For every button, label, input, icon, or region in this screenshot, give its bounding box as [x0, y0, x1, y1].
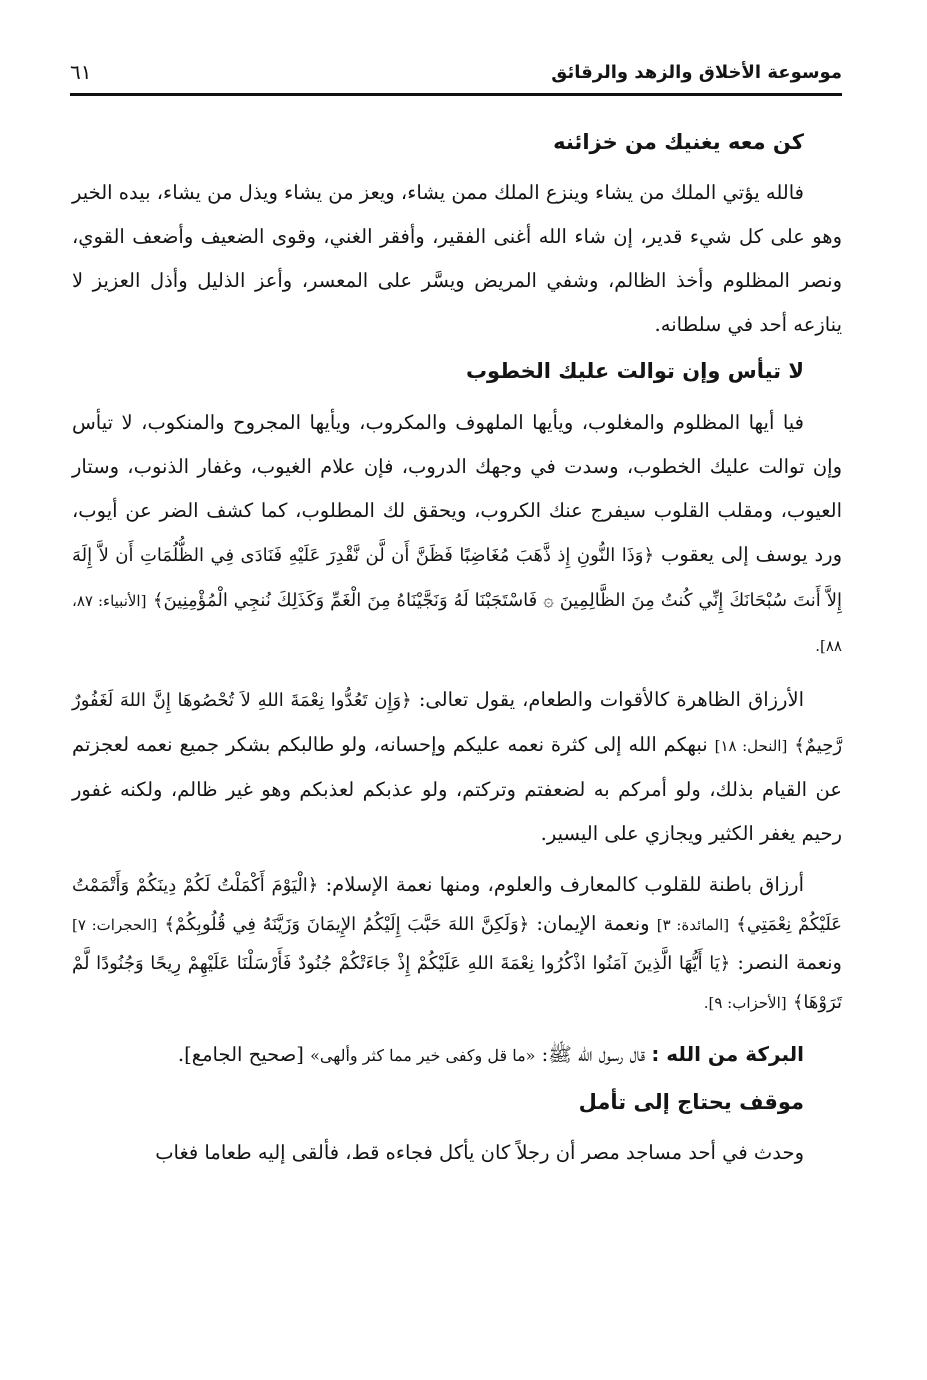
- page-number: ٦١: [70, 60, 92, 84]
- paragraph-mosque-story: وحدث في أحد مساجد مصر أن رجلاً كان يأكل فجاءه قط، فألقى إليه طعاما فغاب: [155, 1141, 804, 1165]
- book-title: موسوعة الأخلاق والزهد والرقائق: [551, 62, 842, 83]
- quran-verse-ahzab: ﴿يَا أَيُّهَا الَّذِينَ آمَنُوا اذْكُرُوا نِعْمَةَ اللهِ عَلَيْكُمْ إِذْ جَاءَتْكُمْ جُنُودٌ فَأَرْسَلْنَا عَلَيْهِمْ رِيحًا وَجُنُودًا لَّمْ تَرَوْهَا﴾: [72, 952, 842, 1013]
- section-heading-reflection: موقف يحتاج إلى تأمل: [578, 1089, 804, 1114]
- blessing-attribution: قال رسول الله ﷺ:: [541, 1042, 646, 1066]
- paragraph-blessing: [72, 1032, 842, 1078]
- hidden-provisions-intro: أرزاق باطنة للقلوب كالمعارف والعلوم، ومنها نعمة الإسلام:: [325, 872, 804, 896]
- verse-ref-maidah: [المائدة: ٣]: [656, 915, 730, 934]
- verse-ref-anbiya: [الأنبياء: ٨٧، ٨٨].: [72, 591, 842, 655]
- section-heading-despair: لا تيأس وإن توالت عليك الخطوب: [465, 359, 804, 384]
- quran-verse-maidah: ﴿الْيَوْمَ أَكْمَلْتُ لَكُمْ دِينَكُمْ وَأَتْمَمْتُ عَلَيْكُمْ نِعْمَتِي﴾: [72, 874, 843, 935]
- paragraph-hidden-provisions: [72, 866, 842, 1022]
- blessing-lead: البركة من الله :: [651, 1041, 804, 1066]
- page-header: [70, 58, 842, 98]
- quran-verse-nahl: ﴿وَإِن تَعُدُّوا نِعْمَةَ اللهِ لاَ تُحْصُوهَا إِنَّ اللهَ لَغَفُورٌ رَّحِيمٌ﴾: [72, 689, 843, 756]
- verse-ref-nahl: [النحل: ١٨]: [714, 736, 788, 755]
- verse-ref-ahzab: [الأحزاب: ٩].: [703, 993, 787, 1012]
- quran-verse-anbiya: ﴿وَذَا النُّونِ إِذ ذَّهَبَ مُغَاضِبًا فَظَنَّ أَن لَّن نَّقْدِرَ عَلَيْهِ فَنَادَى فِي الظُّلُمَاتِ أَن لاَّ إِلَهَ إِلاَّ أَنتَ سُبْحَانَكَ إِنِّي كُنتُ مِنَ الظَّالِمِينَ ۞ فَاسْتَجَبْنَا لَهُ وَنَجَّيْنَاهُ مِنَ الْغَمِّ وَكَذَلِكَ نُنجِي الْمُؤْمِنِينَ﴾: [72, 544, 842, 611]
- page-body: [72, 118, 842, 1185]
- section-heading-treasures: كن معه يغنيك من خزائنه: [553, 130, 804, 154]
- quran-verse-hujurat: ﴿وَلَكِنَّ اللهَ حَبَّبَ إِلَيْكُمُ الإِيمَانَ وَزَيَّنَهُ فِي قُلُوبِكُمْ﴾: [164, 913, 530, 935]
- header-rule: [70, 93, 842, 96]
- paragraph-despair: [72, 401, 842, 668]
- hadith-text: «ما قل وكفى خير مما كثر وألهى»: [310, 1045, 536, 1065]
- paragraph-despair-text: فيا أيها المظلوم والمغلوب، ويأيها الملهوف والمكروب، ويأيها المجروح والمنكوب، لا تيأس وإن توالت عليك الخطوب، وسدت في وجهك الدروب، فإن علام الغيوب، وغفار الذنوب، وستار العيوب، ومقلب القلوب سيفرج عنك الكروب، ويحقق لك المطلوب، كما كشف الضر عن أيوب، ورد يوسف إلى يعقوب: [72, 410, 843, 566]
- paragraph-apparent-provisions: [72, 678, 842, 856]
- apparent-provisions-intro: الأرزاق الظاهرة كالأقوات والطعام، يقول تعالى:: [418, 687, 804, 711]
- hidden-provisions-victory: ونعمة النصر:: [737, 950, 842, 974]
- apparent-provisions-body: نبهكم الله إلى كثرة نعمه عليكم وإحسانه، ولو طالبكم بشكر جميع نعمه لعجزتم عن القيام بذلك، ولو أمركم به لضعفتم وتركتم، ولو عذبكم لعذبكم وهو غير ظالم، ولكنه غفور رحيم يغفر الكثير ويجازي على اليسير.: [72, 732, 842, 845]
- paragraph-sovereignty: فالله يؤتي الملك من يشاء وينزع الملك ممن يشاء، ويعز من يشاء ويذل من يشاء، بيده الخير وهو على كل شيء قدير، إن شاء الله أغنى الفقير، وأفقر الغني، وقوى الضعيف وأضعف القوي، ونصر المظلوم وأخذ الظالم، وشفي المريض ويسَّر على المعسر، وأعز الذليل وأذل العزيز لا ينازعه أحد في سلطانه.: [71, 181, 842, 337]
- hidden-provisions-faith: ونعمة الإيمان:: [536, 911, 650, 935]
- hadith-source: [صحيح الجامع].: [177, 1042, 304, 1066]
- verse-ref-hujurat: [الحجرات: ٧]: [72, 915, 158, 934]
